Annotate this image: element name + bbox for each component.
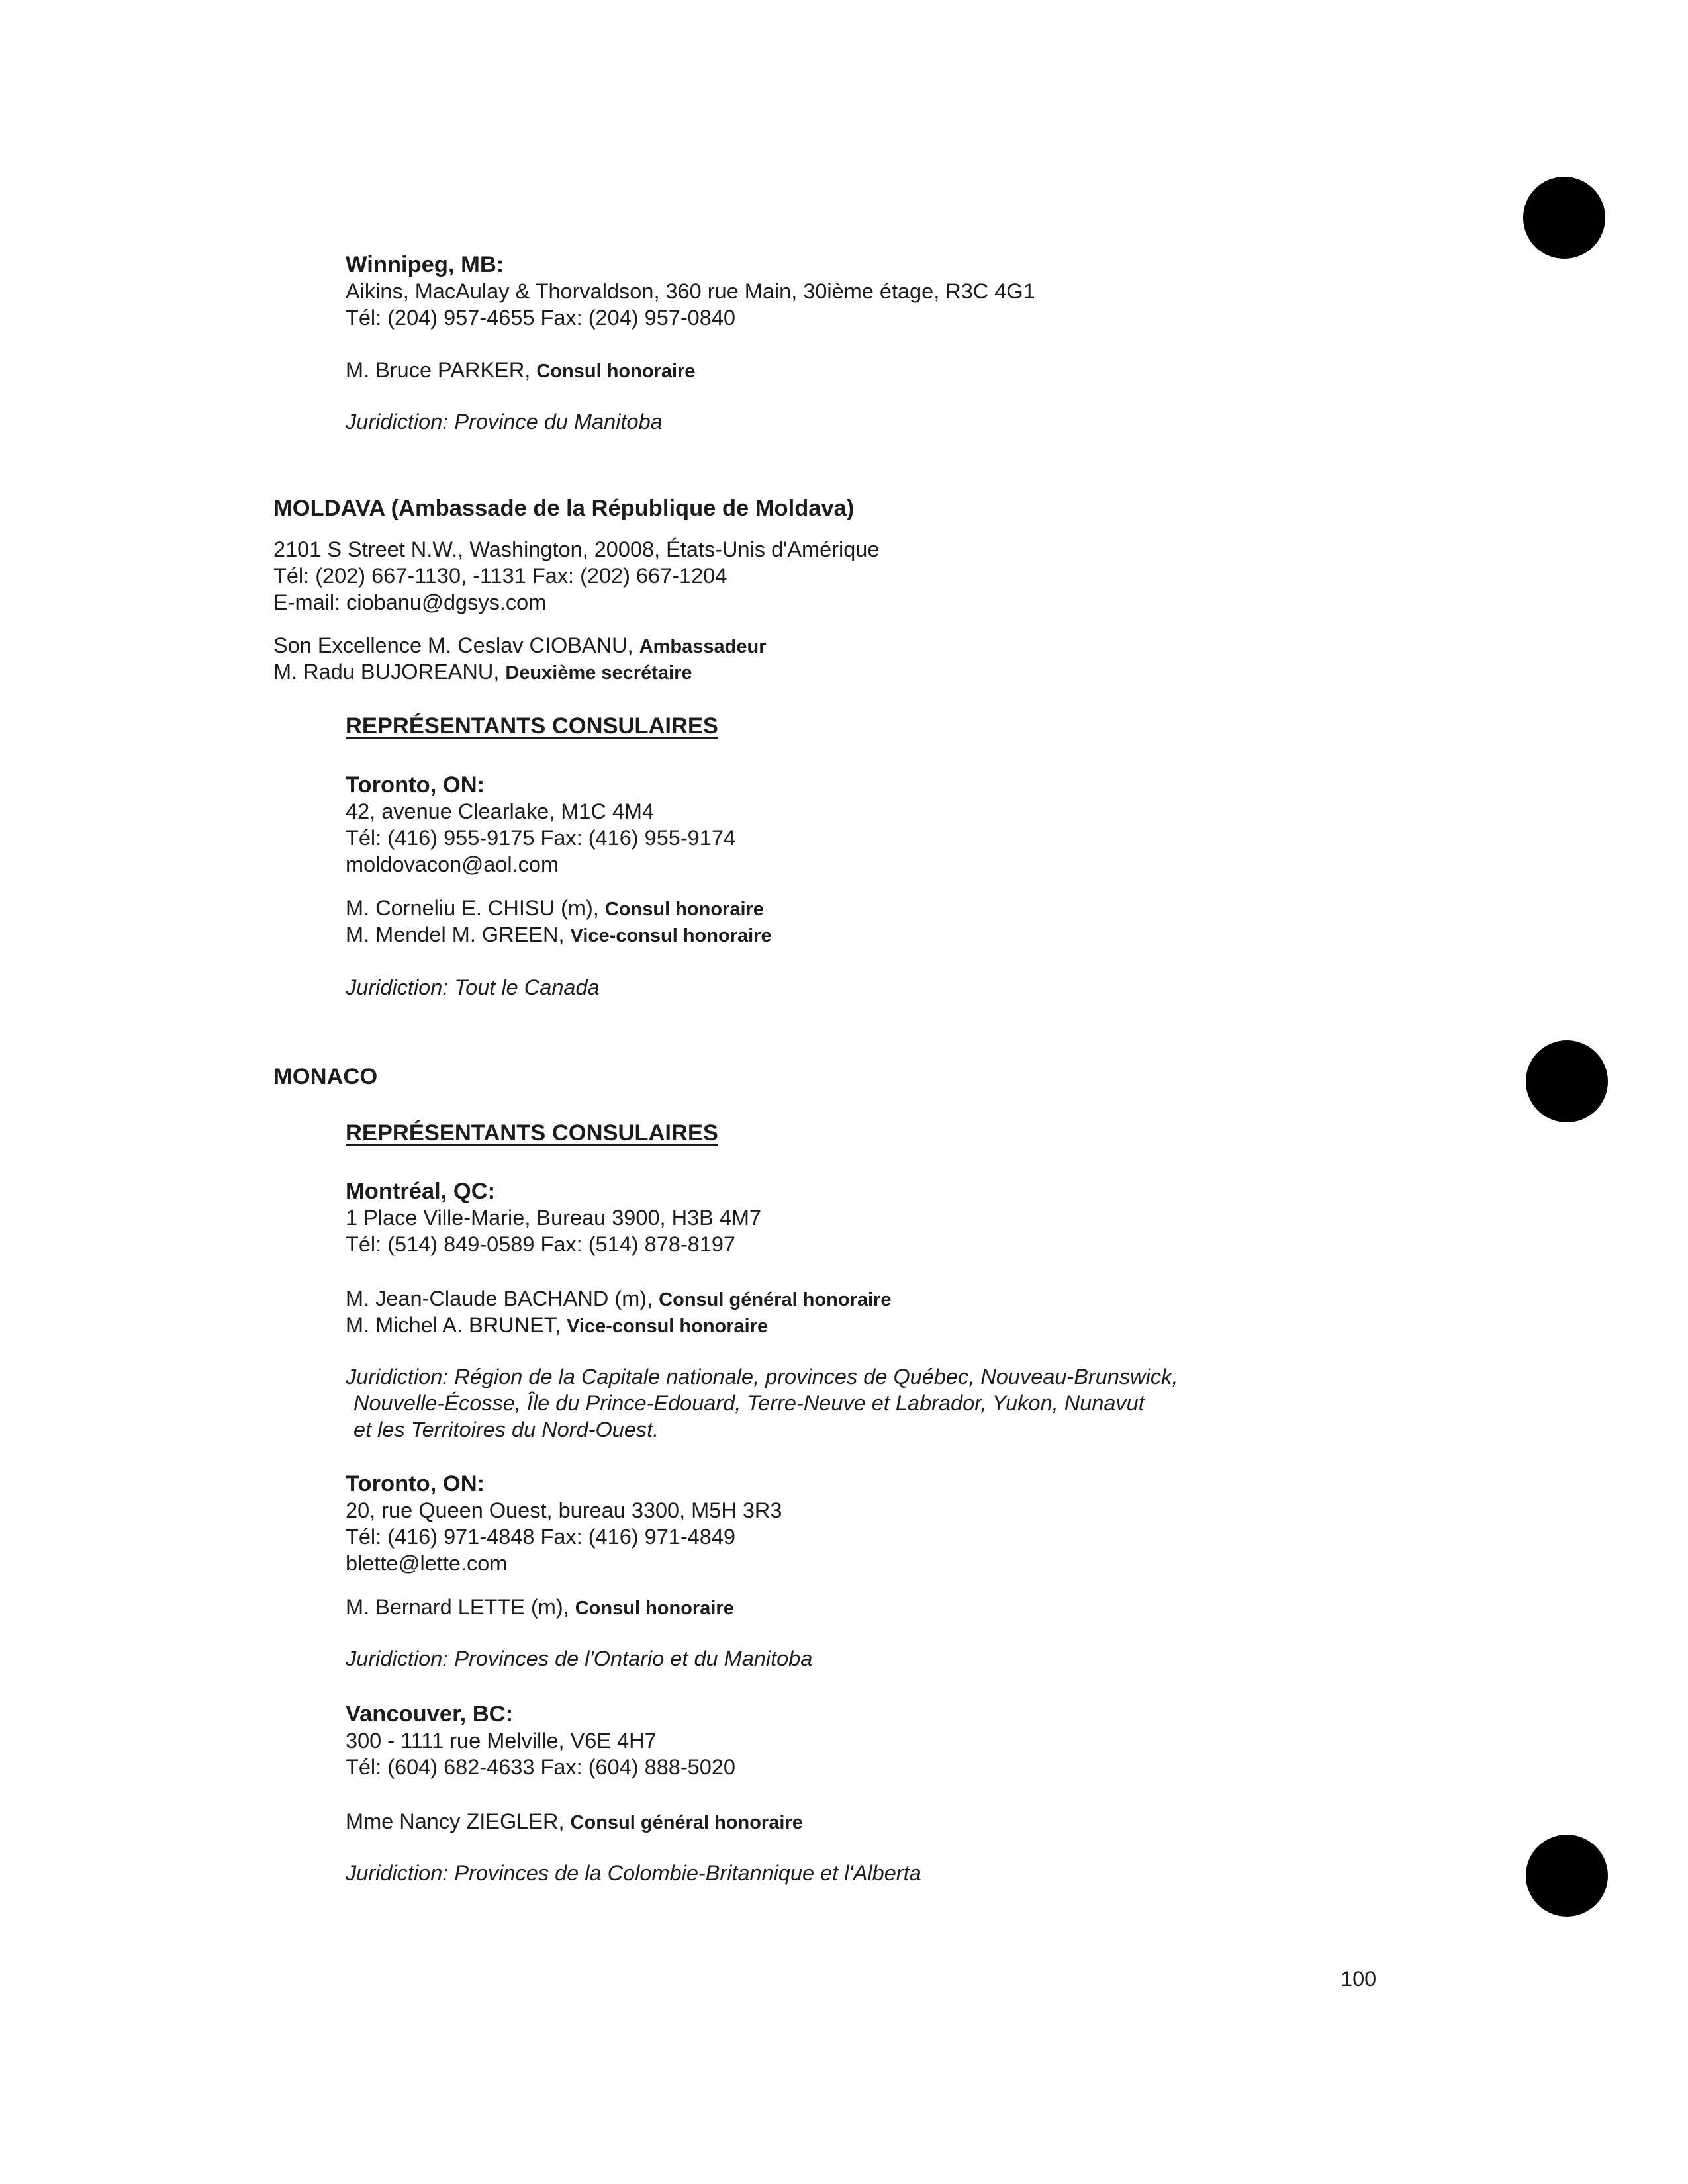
embassy-address: 2101 S Street N.W., Washington, 20008, États-Unis d'Amérique bbox=[273, 537, 880, 561]
staff-member bbox=[273, 632, 767, 660]
jurisdiction-label: Juridiction: bbox=[346, 1365, 455, 1388]
jurisdiction bbox=[346, 974, 600, 1001]
city-heading: Vancouver, BC: bbox=[346, 1702, 514, 1727]
staff-name: M. Jean-Claude BACHAND (m), bbox=[346, 1287, 659, 1310]
consular-heading: REPRÉSENTANTS CONSULAIRES bbox=[346, 713, 718, 739]
jurisdiction-text: Région de la Capitale nationale, provinces de Québec, Nouveau-Brunswick, bbox=[454, 1365, 1178, 1388]
phone-fax: Tél: (204) 957-4655 Fax: (204) 957-0840 bbox=[346, 306, 735, 330]
consular-heading: REPRÉSENTANTS CONSULAIRES bbox=[346, 1120, 718, 1146]
embassy-email: E-mail: ciobanu@dgsys.com bbox=[273, 590, 547, 614]
jurisdiction-text: Province du Manitoba bbox=[454, 410, 663, 433]
contact-person bbox=[346, 357, 695, 385]
address: 20, rue Queen Ouest, bureau 3300, M5H 3R3 bbox=[346, 1498, 782, 1522]
jurisdiction-text: Provinces de l'Ontario et du Manitoba bbox=[454, 1647, 813, 1670]
country-heading: MOLDAVA (Ambassade de la République de Moldava) bbox=[273, 496, 855, 521]
phone-fax: Tél: (514) 849-0589 Fax: (514) 878-8197 bbox=[346, 1232, 735, 1256]
jurisdiction-label: Juridiction: bbox=[346, 410, 455, 433]
phone-fax: Tél: (416) 955-9175 Fax: (416) 955-9174 bbox=[346, 826, 735, 850]
punch-hole-top bbox=[1523, 177, 1605, 259]
staff-member bbox=[346, 895, 764, 923]
staff-title: Deuxième secrétaire bbox=[505, 662, 692, 684]
person-name: Mme Nancy ZIEGLER, bbox=[346, 1809, 571, 1833]
jurisdiction-label: Juridiction: bbox=[346, 976, 455, 999]
email: blette@lette.com bbox=[346, 1551, 508, 1575]
embassy-phone-fax: Tél: (202) 667-1130, -1131 Fax: (202) 667-1204 bbox=[273, 564, 727, 588]
jurisdiction-label: Juridiction: bbox=[346, 1861, 455, 1885]
staff-title: Vice-consul honoraire bbox=[567, 1316, 769, 1337]
city-heading: Toronto, ON: bbox=[346, 1471, 485, 1496]
staff-title: Consul honoraire bbox=[604, 899, 764, 920]
staff-name: M. Mendel M. GREEN, bbox=[346, 923, 571, 946]
staff-title: Vice-consul honoraire bbox=[570, 925, 772, 946]
jurisdiction bbox=[346, 408, 663, 435]
jurisdiction-label: Juridiction: bbox=[346, 1647, 455, 1670]
staff-name: M. Michel A. BRUNET, bbox=[346, 1313, 567, 1337]
city-heading: Winnipeg, MB: bbox=[346, 252, 504, 277]
address: 1 Place Ville-Marie, Bureau 3900, H3B 4M7 bbox=[346, 1206, 762, 1230]
staff-member bbox=[346, 921, 772, 949]
person-title: Consul honoraire bbox=[536, 361, 696, 382]
person-name: M. Bruce PARKER, bbox=[346, 358, 537, 382]
staff-name: M. Corneliu E. CHISU (m), bbox=[346, 896, 605, 920]
staff-title: Consul général honoraire bbox=[659, 1289, 892, 1310]
page-number: 100 bbox=[1340, 1967, 1377, 1991]
phone-fax: Tél: (604) 682-4633 Fax: (604) 888-5020 bbox=[346, 1755, 735, 1779]
jurisdiction-text: Tout le Canada bbox=[454, 976, 600, 999]
address: 300 - 1111 rue Melville, V6E 4H7 bbox=[346, 1729, 657, 1752]
person-name: M. Bernard LETTE (m), bbox=[346, 1595, 575, 1619]
staff-name: Son Excellence M. Ceslav CIOBANU, bbox=[273, 633, 639, 657]
jurisdiction-continued: et les Territoires du Nord-Ouest. bbox=[353, 1418, 659, 1441]
staff-member bbox=[273, 659, 692, 686]
contact-person bbox=[346, 1808, 803, 1836]
staff-member bbox=[346, 1285, 891, 1313]
jurisdiction bbox=[346, 1363, 1178, 1390]
staff-member bbox=[346, 1312, 768, 1340]
contact-person bbox=[346, 1594, 734, 1621]
jurisdiction-continued: Nouvelle-Écosse, Île du Prince-Edouard, Terre-Neuve et Labrador, Yukon, Nunavut bbox=[353, 1391, 1145, 1415]
address: 42, avenue Clearlake, M1C 4M4 bbox=[346, 799, 655, 823]
phone-fax: Tél: (416) 971-4848 Fax: (416) 971-4849 bbox=[346, 1525, 735, 1549]
punch-hole-bottom bbox=[1526, 1835, 1608, 1917]
jurisdiction bbox=[346, 1860, 921, 1886]
email: moldovacon@aol.com bbox=[346, 852, 559, 876]
country-heading: MONACO bbox=[273, 1064, 378, 1089]
staff-name: M. Radu BUJOREANU, bbox=[273, 660, 506, 684]
person-title: Consul général honoraire bbox=[570, 1812, 803, 1833]
city-heading: Toronto, ON: bbox=[346, 772, 485, 797]
jurisdiction-text: Provinces de la Colombie-Britannique et l'Alberta bbox=[454, 1861, 921, 1885]
punch-hole-middle bbox=[1526, 1040, 1608, 1122]
staff-title: Ambassadeur bbox=[639, 636, 767, 657]
person-title: Consul honoraire bbox=[575, 1598, 734, 1619]
city-heading: Montréal, QC: bbox=[346, 1179, 496, 1204]
jurisdiction bbox=[346, 1645, 812, 1672]
address: Aikins, MacAulay & Thorvaldson, 360 rue Main, 30ième étage, R3C 4G1 bbox=[346, 279, 1035, 303]
